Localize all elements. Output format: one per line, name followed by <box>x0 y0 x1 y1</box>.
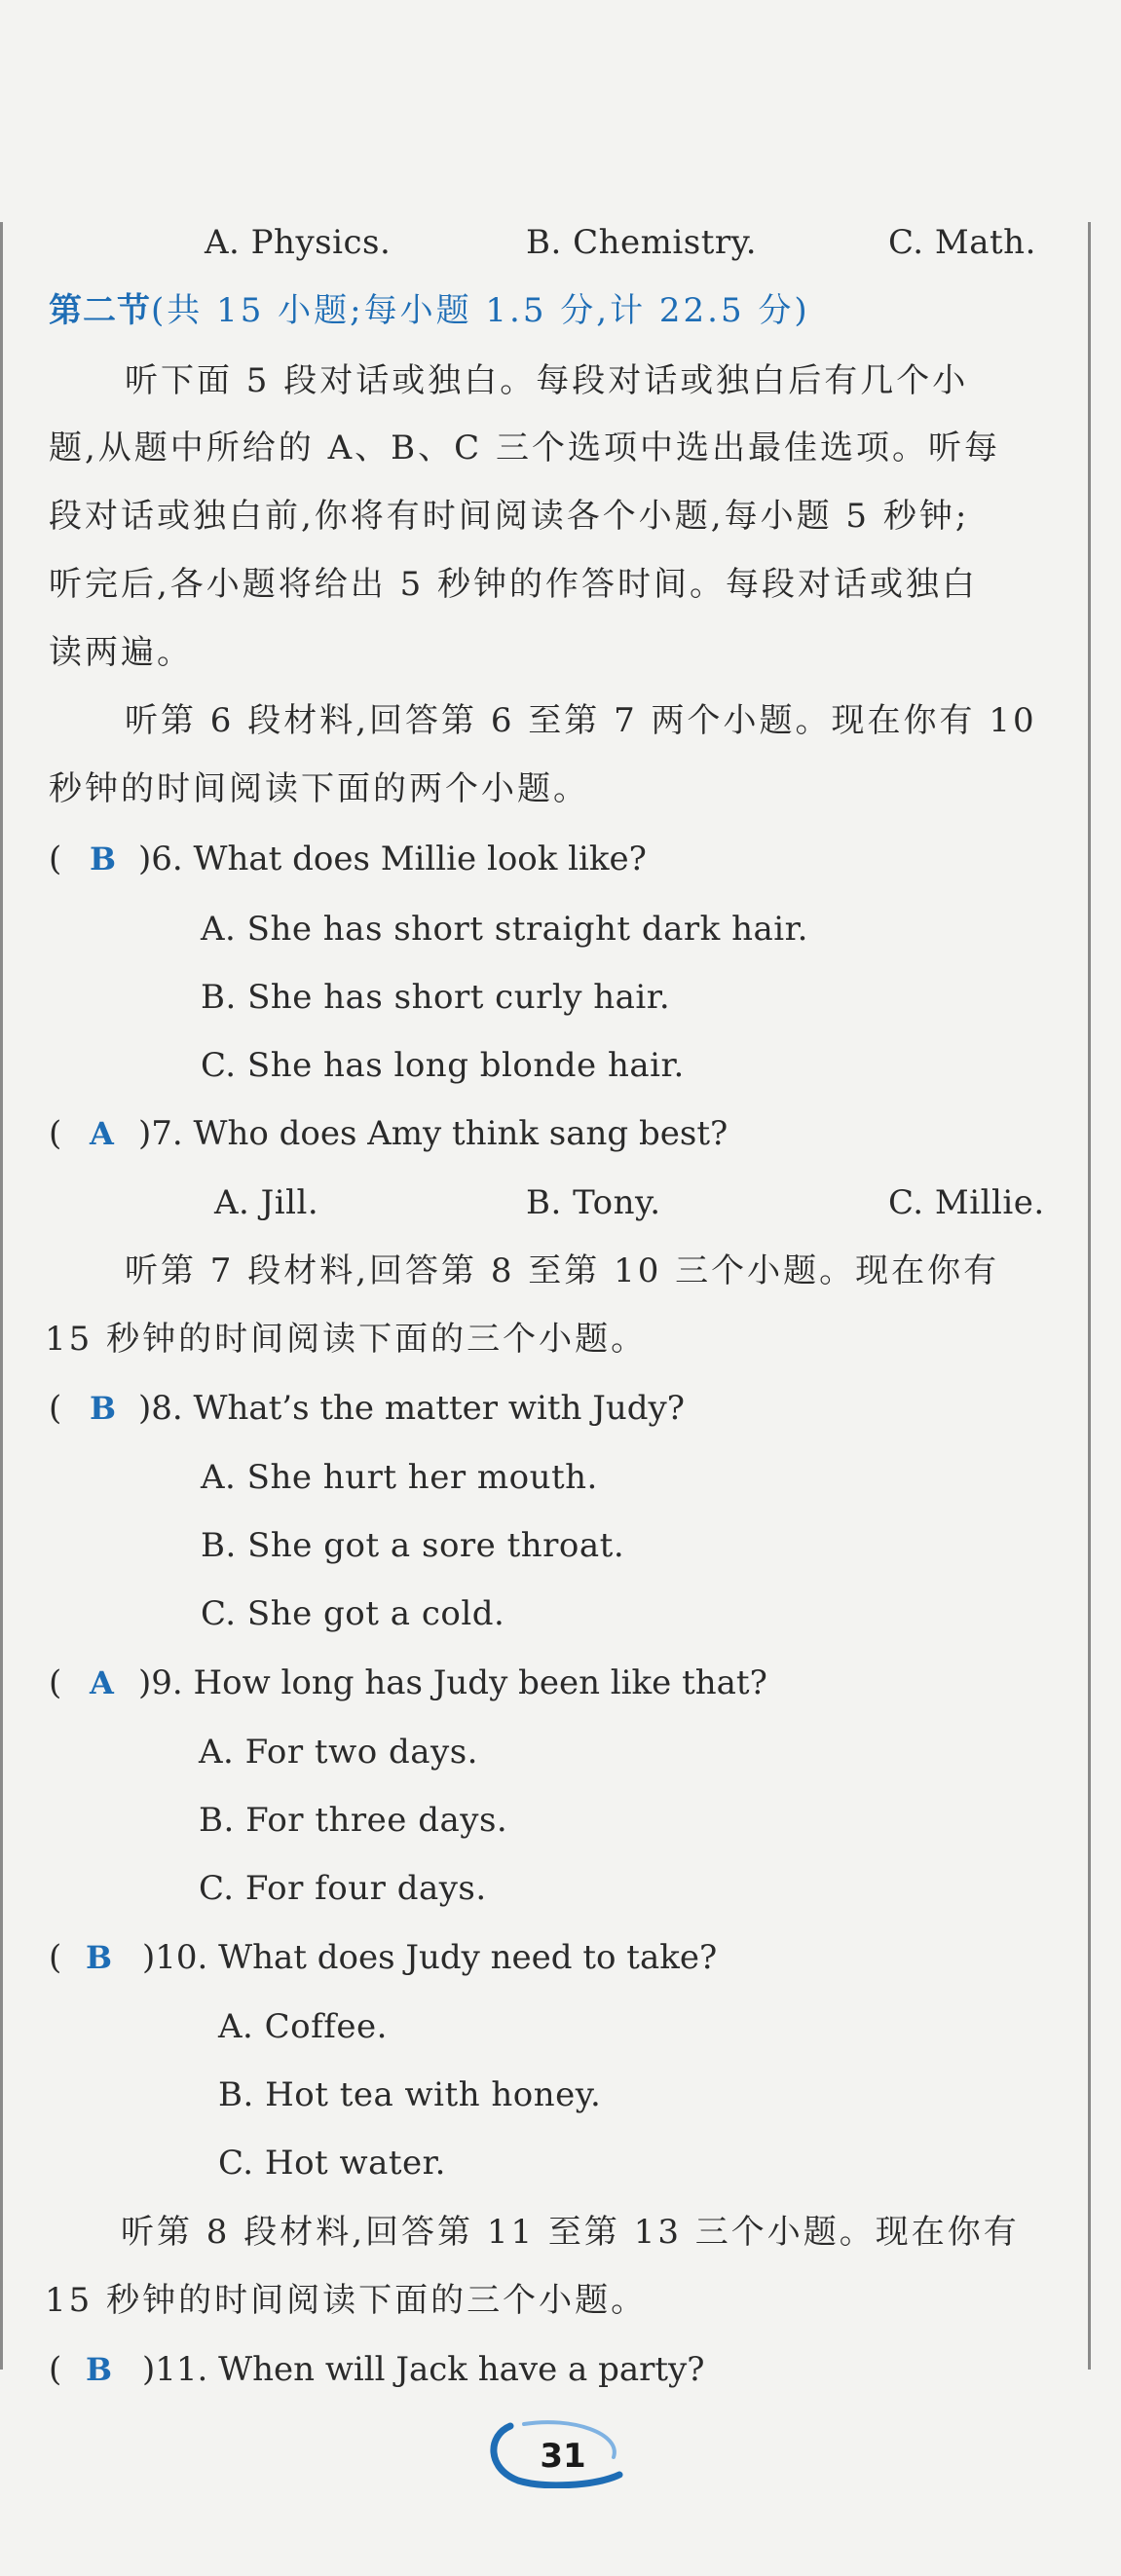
option-c: C. She got a cold. <box>201 1594 505 1633</box>
prev-option-a: A. Physics. <box>205 223 392 262</box>
material-intro: 听第 7 段材料,回答第 8 至第 10 三个小题。现在你有 <box>125 1251 1000 1290</box>
prev-option-c: C. Math. <box>888 223 1036 262</box>
answer-mark: B <box>90 840 117 877</box>
option-c: C. For four days. <box>199 1869 487 1908</box>
option-a: A. Coffee. <box>218 2007 388 2046</box>
instruction-line: 段对话或独白前,你将有时间阅读各个小题,每小题 5 秒钟; <box>49 497 970 536</box>
option-b: B. Hot tea with honey. <box>218 2075 602 2114</box>
section-heading <box>49 291 810 330</box>
page-number: 31 <box>540 2437 586 2476</box>
page-number-badge <box>485 2418 627 2488</box>
option-b: B. For three days. <box>199 1801 508 1840</box>
answer-paren: ( <box>49 840 62 878</box>
section-title: 第二节 <box>49 291 151 330</box>
question-text: )10. What does Judy need to take? <box>142 1938 718 1977</box>
question-text: )11. When will Jack have a party? <box>142 2350 705 2389</box>
answer-mark: B <box>86 2351 113 2388</box>
material-intro: 15 秒钟的时间阅读下面的三个小题。 <box>45 1320 648 1359</box>
answer-paren: ( <box>49 1663 62 1702</box>
option-c: C. Hot water. <box>218 2144 446 2183</box>
answer-paren: ( <box>49 2350 62 2389</box>
instruction-line: 题,从题中所给的 A、B、C 三个选项中选出最佳选项。听每 <box>49 429 1000 467</box>
option-b: B. Tony. <box>526 1183 661 1222</box>
answer-mark: B <box>86 1939 113 1976</box>
option-b: B. She got a sore throat. <box>201 1526 625 1565</box>
option-a: A. She has short straight dark hair. <box>201 910 808 949</box>
material-intro: 听第 8 段材料,回答第 11 至第 13 三个小题。现在你有 <box>121 2213 1020 2252</box>
option-b: B. She has short curly hair. <box>201 978 671 1017</box>
question-text: )9. How long has Judy been like that? <box>138 1663 767 1702</box>
answer-paren: ( <box>49 1114 62 1153</box>
option-c: C. Millie. <box>888 1183 1045 1222</box>
question-text: )8. What’s the matter with Judy? <box>138 1389 685 1428</box>
material-intro: 秒钟的时间阅读下面的两个小题。 <box>49 769 589 808</box>
right-margin-rule <box>1088 222 1091 2370</box>
question-text: )7. Who does Amy think sang best? <box>138 1114 729 1153</box>
instruction-line: 读两遍。 <box>49 633 193 672</box>
left-margin-rule <box>0 222 3 2370</box>
option-c: C. She has long blonde hair. <box>201 1046 685 1085</box>
answer-paren: ( <box>49 1938 62 1977</box>
answer-mark: B <box>90 1390 117 1427</box>
material-intro: 听第 6 段材料,回答第 6 至第 7 两个小题。现在你有 10 <box>125 701 1037 740</box>
instruction-line: 听完后,各小题将给出 5 秒钟的作答时间。每段对话或独白 <box>49 565 979 604</box>
option-a: A. For two days. <box>199 1733 478 1772</box>
instruction-line: 听下面 5 段对话或独白。每段对话或独白后有几个小 <box>125 361 969 400</box>
prev-option-b: B. Chemistry. <box>526 223 758 262</box>
answer-paren: ( <box>49 1389 62 1428</box>
material-intro: 15 秒钟的时间阅读下面的三个小题。 <box>45 2281 648 2320</box>
answer-mark: A <box>90 1115 114 1152</box>
page-number-swoosh <box>485 2418 627 2488</box>
question-text: )6. What does Millie look like? <box>138 840 647 878</box>
option-a: A. She hurt her mouth. <box>201 1458 598 1497</box>
answer-mark: A <box>90 1664 114 1701</box>
section-note: (共 15 小题;每小题 1.5 分,计 22.5 分) <box>151 291 810 330</box>
option-a: A. Jill. <box>214 1183 319 1222</box>
